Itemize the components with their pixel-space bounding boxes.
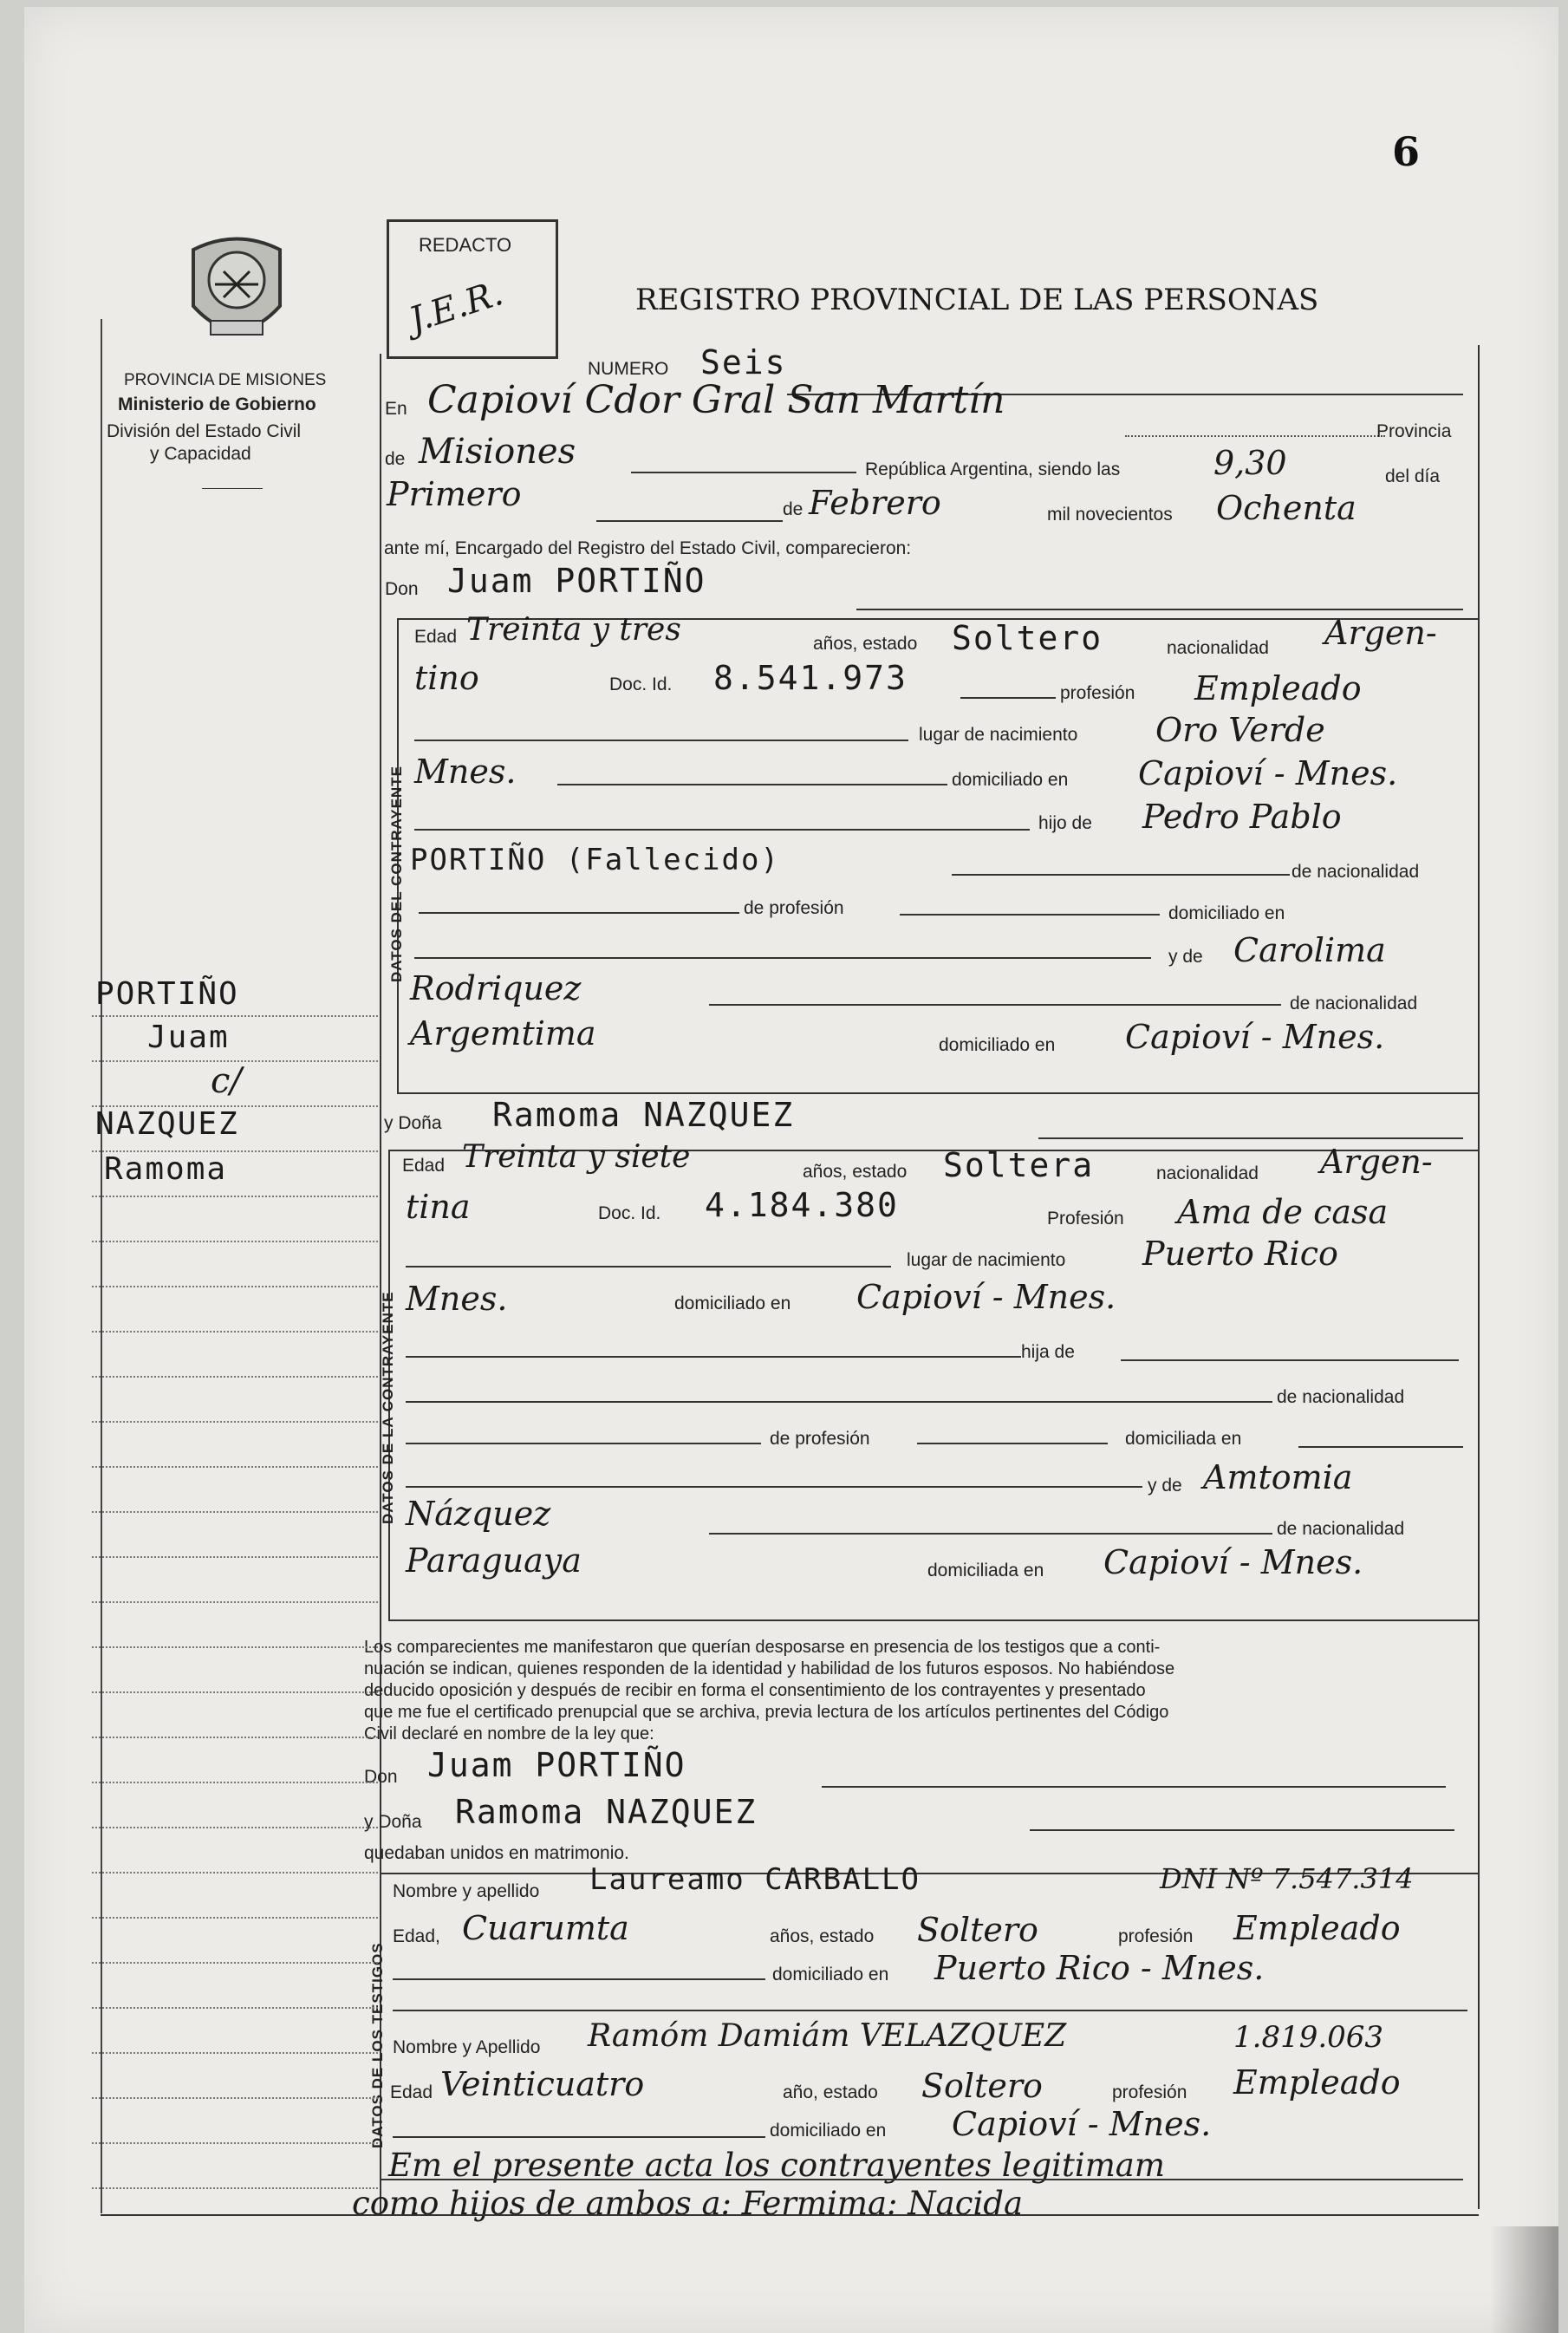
c-label-y-de: y de	[1168, 947, 1203, 967]
f-nac-1: Argen-	[1320, 1143, 1433, 1181]
c-label-anos: años, estado	[813, 634, 918, 654]
decl-dona: Ramoma NAZQUEZ	[455, 1793, 758, 1831]
c-profesion: Empleado	[1194, 669, 1362, 707]
f-lugar-line	[406, 1266, 891, 1268]
stamp-title: REDACTO	[419, 234, 512, 256]
t2-edad: Veinticuatro	[440, 2065, 645, 2103]
t1-estado: Soltero	[917, 1911, 1038, 1949]
lugar-line	[1125, 435, 1385, 437]
c-madre-nac: Argemtima	[410, 1014, 596, 1052]
t2-profesion: Empleado	[1233, 2063, 1401, 2102]
t2-label-edad: Edad	[390, 2082, 433, 2102]
margin-line	[92, 1691, 378, 1693]
hora-value: 9,30	[1213, 444, 1287, 482]
margin-line	[92, 1059, 378, 1062]
provincia-line	[631, 472, 856, 473]
label-republica: República Argentina, siendo las	[865, 459, 1121, 479]
header-province: PROVINCIA DE MISIONES	[124, 371, 327, 389]
t2-label-dom: domiciliado en	[770, 2121, 887, 2141]
decl-dona-line	[1030, 1829, 1454, 1831]
decl-don: Juam PORTIÑO	[427, 1746, 686, 1784]
c-edad: Treinta y tres	[466, 612, 681, 648]
mes-value: Febrero	[809, 484, 941, 522]
f-lugar-nac-1: Puerto Rico	[1142, 1235, 1338, 1273]
header-division-2: y Capacidad	[150, 444, 251, 464]
margin-line	[92, 1195, 378, 1197]
c-lugar-nac-1: Oro Verde	[1155, 711, 1325, 749]
label-datos-testigos: DATOS DE LOS TESTIGOS	[369, 1942, 386, 2148]
f-lugar-nac-2: Mnes.	[406, 1280, 508, 1318]
nota-line-2: como hijos de ambos a: Fermima: Nacida	[352, 2185, 1024, 2222]
c-label-doc: Doc. Id.	[609, 674, 673, 694]
t1-label-nombre: Nombre y apellido	[393, 1881, 540, 1901]
label-en: En	[385, 399, 407, 419]
f-label-nac: nacionalidad	[1156, 1163, 1259, 1183]
f-madre-nac: Paraguaya	[406, 1541, 582, 1580]
f-estado: Soltera	[943, 1146, 1095, 1184]
anio-value: Ochenta	[1216, 489, 1357, 527]
margin-line	[92, 1375, 378, 1378]
c-label-de-nac: de nacionalidad	[1291, 862, 1420, 882]
dia-line	[596, 520, 783, 522]
t1-label-prof: profesión	[1118, 1926, 1194, 1946]
provincia-value: Misiones	[419, 432, 576, 472]
c-hijo-line	[414, 829, 1030, 831]
c-madre-line	[414, 957, 1151, 959]
t1-label-edad: Edad,	[393, 1926, 440, 1946]
label-provincia: Provincia	[1376, 421, 1452, 441]
label-datos-contrayente: DATOS DEL CONTRAYENTE	[388, 766, 405, 982]
f-dom-line	[1298, 1446, 1463, 1448]
c-madre-2: Rodriquez	[410, 969, 582, 1007]
f-label-y-de: y de	[1148, 1476, 1182, 1496]
label-datos-contrayenta: DATOS DE LA CONTRAYENTE	[380, 1291, 396, 1524]
redacto-stamp	[387, 219, 558, 359]
paragraph-line-3: deducido oposición y después de recibir en forma el consentimiento de los contrayentes y presentado	[364, 1681, 1146, 1700]
contrayente-nombre: Juam PORTIÑO	[447, 562, 706, 600]
margin-line	[92, 1285, 378, 1287]
t1-nombre: Laureamo CARBALLO	[589, 1862, 921, 1897]
c-nac-1: Argen-	[1324, 614, 1437, 652]
f-prof-line	[406, 1443, 761, 1444]
margin-line	[92, 1330, 378, 1333]
f-label-prof: Profesión	[1047, 1209, 1124, 1228]
margin-line	[92, 1736, 378, 1738]
c-doc-line	[960, 697, 1056, 699]
margin-line	[92, 1781, 378, 1783]
c-dom-line	[557, 784, 947, 785]
c-estado: Soltero	[952, 619, 1103, 657]
t1-domicilio: Puerto Rico - Mnes.	[934, 1949, 1265, 1987]
label-del-dia: del día	[1385, 466, 1441, 486]
f-label-domiciliada: domiciliada en	[1125, 1429, 1242, 1449]
margin-line	[92, 2186, 378, 2189]
f-doc: 4.184.380	[705, 1186, 899, 1224]
decl-label-don: Don	[364, 1767, 398, 1787]
f-madre-dom: Capioví - Mnes.	[1103, 1543, 1363, 1581]
margin-line	[92, 1150, 378, 1152]
t2-nombre: Ramóm Damiám VELAZQUEZ	[588, 2018, 1067, 2054]
decl-label-dona: y Doña	[364, 1812, 422, 1832]
margin-line	[92, 1105, 378, 1107]
margin-note-1: PORTIÑO	[95, 976, 239, 1012]
f-profesion: Ama de casa	[1177, 1193, 1389, 1231]
dia-value: Primero	[387, 475, 522, 513]
margin-line	[92, 1916, 378, 1919]
label-quedaban: quedaban unidos en matrimonio.	[364, 1843, 629, 1863]
c-nac-2: tino	[414, 659, 479, 697]
label-de-mes: de	[783, 499, 804, 519]
t1-label-anos: años, estado	[770, 1926, 875, 1946]
f-label-de-prof: de profesión	[770, 1429, 870, 1449]
c-lugar-nac-2: Mnes.	[414, 753, 517, 791]
margin-line	[92, 1645, 378, 1648]
registry-title: REGISTRO PROVINCIAL DE LAS PERSONAS	[635, 283, 1319, 317]
c-label-de-prof: de profesión	[744, 898, 844, 918]
t2-domicilio: Capioví - Mnes.	[952, 2105, 1212, 2143]
t1-profesion: Empleado	[1233, 1909, 1401, 1947]
f-label-domiciliada-2: domiciliada en	[927, 1561, 1044, 1580]
margin-line	[92, 1240, 378, 1242]
label-mil: mil novecientos	[1047, 505, 1173, 525]
t2-label-prof: profesión	[1112, 2082, 1187, 2102]
c-label-dom: domiciliado en	[952, 770, 1069, 790]
c-padre-line	[952, 874, 1290, 876]
c-madre-1: Carolima	[1233, 931, 1386, 969]
province-seal	[180, 224, 293, 354]
c-lugar-line	[414, 740, 908, 741]
margin-line	[92, 1871, 378, 1874]
margin-line	[92, 1014, 378, 1017]
header-ministry: Ministerio de Gobierno	[118, 394, 316, 414]
margin-note-4: NAZQUEZ	[95, 1106, 239, 1142]
numero-value: Seis	[700, 343, 787, 381]
c-padre-prof-line	[419, 912, 739, 914]
c-padre-prof-line-2	[900, 914, 1160, 916]
c-padre-1: Pedro Pablo	[1142, 798, 1342, 836]
f-prof-line-2	[917, 1443, 1108, 1444]
page-number: 6	[1392, 128, 1421, 175]
margin-line	[92, 1961, 378, 1964]
t2-label-ano: año, estado	[783, 2082, 878, 2102]
legal-paragraph	[364, 1637, 1465, 1745]
c-label-prof: profesión	[1060, 683, 1135, 703]
t2-estado: Soltero	[921, 2067, 1043, 2105]
label-ante-mi: ante mí, Encargado del Registro del Estado Civil, comparecieron:	[384, 538, 912, 558]
f-label-lugar: lugar de nacimiento	[907, 1250, 1066, 1270]
margin-rule	[101, 319, 102, 2213]
f-madre-1: Amtomia	[1203, 1458, 1353, 1496]
f-madre-2-line	[709, 1533, 1272, 1535]
f-label-doc: Doc. Id.	[598, 1203, 661, 1223]
c-label-nac: nacionalidad	[1167, 638, 1269, 658]
c-madre-2-line	[709, 1004, 1281, 1006]
c-label-hijo: hijo de	[1038, 813, 1092, 833]
c-doc: 8.541.973	[713, 659, 908, 697]
f-domicilio: Capioví - Mnes.	[856, 1278, 1116, 1316]
margin-note-3: c/	[211, 1061, 242, 1101]
c-padre-2: PORTIÑO (Fallecido)	[410, 843, 780, 877]
c-label-lugar: lugar de nacimiento	[919, 725, 1078, 745]
t2-dni: 1.819.063	[1233, 2020, 1384, 2055]
decl-don-line	[822, 1786, 1446, 1788]
don-line	[856, 609, 1463, 610]
c-label-dom-2: domiciliado en	[1168, 903, 1285, 923]
dona-line	[1038, 1137, 1463, 1139]
nota-rule	[380, 2179, 1463, 2180]
c-domicilio: Capioví - Mnes.	[1138, 754, 1398, 792]
margin-line	[92, 2096, 378, 2099]
header-division: División del Estado Civil	[107, 421, 302, 441]
lugar-value: Capioví Cdor Gral San Martín	[427, 378, 1005, 422]
margin-line	[92, 1420, 378, 1423]
paragraph-line-5: Civil declaré en nombre de la ley que:	[364, 1724, 654, 1743]
header-rule	[202, 488, 263, 489]
f-edad: Treinta y siete	[462, 1139, 691, 1175]
label-numero: NUMERO	[588, 359, 669, 379]
c-label-de-nac-2: de nacionalidad	[1290, 994, 1418, 1013]
margin-note-5: Ramoma	[104, 1151, 228, 1187]
f-hija-line	[406, 1356, 1021, 1358]
t2-label-nombre: Nombre y Apellido	[393, 2037, 541, 2057]
paragraph-line-4: que me fue el certificado prenupcial que se archiva, previa lectura de los artículos pertinentes del Código	[364, 1703, 1169, 1722]
binding-shadow	[1489, 2226, 1558, 2333]
t1-edad: Cuarumta	[462, 1909, 629, 1947]
margin-line	[92, 1600, 378, 1603]
margin-line	[92, 2051, 378, 2054]
paragraph-line-1: Los comparecientes me manifestaron que querían desposarse en presencia de los testigos que a conti-	[364, 1638, 1161, 1657]
contrayenta-nombre: Ramoma NAZQUEZ	[492, 1096, 795, 1134]
f-label-hija: hija de	[1021, 1342, 1075, 1362]
t1-dom-line	[393, 1978, 765, 1980]
f-label-anos: años, estado	[803, 1162, 908, 1182]
c-label-edad: Edad	[414, 627, 458, 647]
label-de: de	[385, 449, 406, 469]
f-padre-line	[406, 1401, 1272, 1403]
stamp-initials: J.E.R.	[404, 273, 508, 341]
margin-note-2: Juam	[147, 1020, 230, 1055]
margin-line	[92, 1465, 378, 1468]
margin-line	[92, 1826, 378, 1828]
margin-line	[92, 2141, 378, 2144]
f-label-dom: domiciliado en	[674, 1294, 791, 1313]
f-label-de-nac-2: de nacionalidad	[1277, 1519, 1405, 1539]
c-madre-dom: Capioví - Mnes.	[1125, 1018, 1385, 1056]
t1-bottom-line	[393, 2010, 1467, 2011]
f-label-edad: Edad	[402, 1156, 446, 1176]
nota-line-1: Em el presente acta los contrayentes legitimam	[388, 2147, 1165, 2184]
f-label-de-nac: de nacionalidad	[1277, 1387, 1405, 1407]
f-hija-line-2	[1121, 1359, 1459, 1361]
label-y-dona: y Doña	[384, 1113, 442, 1133]
paragraph-line-2: nuación se indican, quienes responden de la identidad y habilidad de los futuros esposos. No habiéndose	[364, 1659, 1175, 1678]
register-page	[24, 7, 1558, 2333]
f-nac-2: tina	[406, 1188, 471, 1226]
t2-dom-line	[393, 2136, 765, 2138]
bottom-rule	[101, 2214, 1479, 2216]
margin-line	[92, 1555, 378, 1558]
c-label-dom-3: domiciliado en	[939, 1035, 1056, 1055]
label-don: Don	[385, 579, 419, 599]
f-madre-2: Názquez	[406, 1495, 551, 1533]
t1-dni: DNI Nº 7.547.314	[1160, 1862, 1414, 1895]
margin-line	[92, 2006, 378, 2009]
margin-line	[92, 1510, 378, 1513]
f-madre-line	[406, 1486, 1142, 1488]
t1-label-dom: domiciliado en	[772, 1965, 889, 1984]
